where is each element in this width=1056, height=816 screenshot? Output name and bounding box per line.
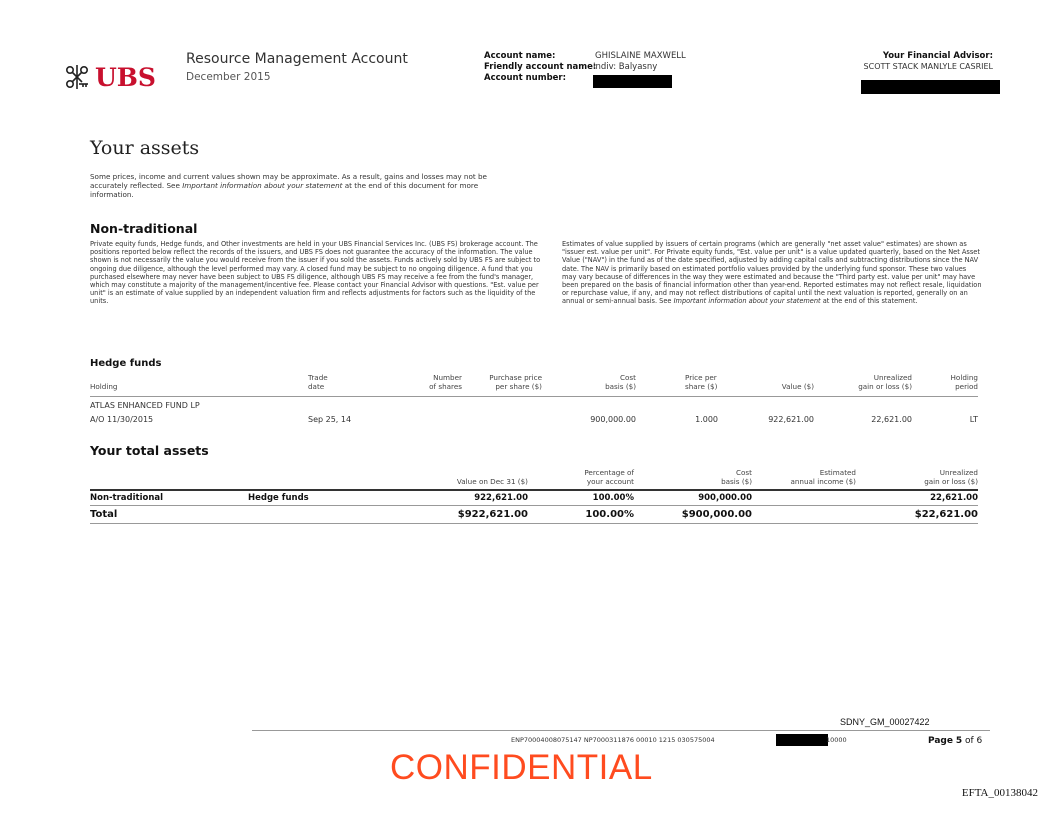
account-name-value: GHISLAINE MAXWELL xyxy=(595,51,686,61)
holding-price-per-share: 1.000 xyxy=(695,415,718,424)
holding-unrealized: 22,621.00 xyxy=(871,415,912,424)
footer-document-code: ENP70004008075147 NP7000311876 00010 1215 030575004 xyxy=(511,736,715,744)
page-indicator: Page 5 of 6 xyxy=(928,736,983,746)
account-name-label: Account name: xyxy=(484,51,556,61)
col-unrealized: Unrealized gain or loss ($) xyxy=(858,373,912,391)
redaction-account-number xyxy=(593,75,672,88)
col-total-cost: Cost basis ($) xyxy=(721,468,752,486)
assets-intro: Some prices, income and current values shown may be approximate. As a result, gains and losses may not be accurately reflected. See Important information about your statement at the end of this document for more information. xyxy=(90,172,487,200)
account-number-label: Account number: xyxy=(484,73,567,83)
bates-number: SDNY_GM_00027422 xyxy=(840,717,930,727)
col-holding: Holding xyxy=(90,382,118,391)
col-holding-period: Holding period xyxy=(950,373,978,391)
holding-cost-basis: 900,000.00 xyxy=(590,415,636,424)
advisor-label: Your Financial Advisor: xyxy=(882,51,993,61)
total-row-rule xyxy=(90,505,978,506)
holding-period: LT xyxy=(969,415,978,424)
grand-total-cost: $900,000.00 xyxy=(681,509,752,520)
grand-total-unrealized: $22,621.00 xyxy=(914,509,978,520)
holding-value: 922,621.00 xyxy=(768,415,814,424)
holding-trade-date: Sep 25, 14 xyxy=(308,415,352,424)
statement-date: December 2015 xyxy=(186,71,271,83)
holding-as-of: A/O 11/30/2015 xyxy=(90,415,154,424)
nontraditional-paragraph-left: Private equity funds, Hedge funds, and Other investments are held in your UBS Financial Services Inc. (UBS FS) brokerage account. The positions reported below reflect the records of the issuers, and UBS FS does not guarantee the accuracy of the information. The value shown is not necessarily the value you would receive from the issuer if you sold the assets. Funds actively sold by UBS FS are subject to ongoing due diligence, although the level performed may vary. A closed fund may be subject to no ongoing diligence. A fund that you purchased elsewhere may never have been subject to UBS FS diligence, although UBS FS may receive a fee from the fund's manager, which may constitute a majority of the management/incentive fee. Please contact your Financial Advisor with questions. "Est. value per unit" is an estimate of value supplied by an independent valuation firm and reflects adjustments for factors such as the liquidity of the units. xyxy=(90,240,541,306)
total-assets-heading: Your total assets xyxy=(90,443,209,458)
nontraditional-heading: Non-traditional xyxy=(90,221,198,236)
redaction-footer xyxy=(776,734,828,746)
grand-total-value: $922,621.00 xyxy=(457,509,528,520)
document-title: Resource Management Account xyxy=(186,51,408,67)
brand-name: UBS xyxy=(95,62,156,92)
account-values xyxy=(595,51,686,73)
col-purchase-price: Purchase price per share ($) xyxy=(489,373,542,391)
footer-rule xyxy=(252,730,990,731)
redaction-advisor xyxy=(861,80,1000,94)
advisor-name: SCOTT STACK MANLYLE CASRIEL xyxy=(863,62,993,71)
grand-total-percentage: 100.00% xyxy=(585,509,634,520)
total-row-value: 922,621.00 xyxy=(474,493,528,503)
col-trade-date: Trade date xyxy=(308,373,328,391)
hedge-funds-heading: Hedge funds xyxy=(90,358,162,369)
friendly-name-value: Indiv: Balyasny xyxy=(593,62,658,72)
col-number-of-shares: Number of shares xyxy=(429,373,462,391)
total-row-category: Non-traditional xyxy=(90,493,164,503)
grand-total-label: Total xyxy=(90,509,118,520)
confidential-stamp: CONFIDENTIAL xyxy=(390,748,653,787)
holding-name: ATLAS ENHANCED FUND LP xyxy=(90,401,200,410)
hedge-header-rule xyxy=(90,396,978,397)
col-total-percentage: Percentage of your account xyxy=(584,468,634,486)
total-row-subcategory: Hedge funds xyxy=(248,493,309,503)
col-total-unrealized: Unrealized gain or loss ($) xyxy=(924,468,978,486)
assets-heading: Your assets xyxy=(90,137,200,159)
col-total-income: Estimated annual income ($) xyxy=(790,468,856,486)
efta-number: EFTA_00138042 xyxy=(961,787,1038,799)
col-total-value: Value on Dec 31 ($) xyxy=(456,477,528,486)
account-labels xyxy=(484,51,596,84)
nontraditional-paragraph-right: Estimates of value supplied by issuers of certain programs (which are generally "net asset value" estimates) are shown as "issuer est. value per unit". For Private equity funds, "Est. value per unit" is a value updated quarterly, based on the Net Asset Value ("NAV") in the fund as of the date specified, adjusted by adding capital calls and subtracting distributions since the NAV date. The NAV is primarily based on estimated portfolio values provided by the underlying fund sponsor. These two values may vary because of differences in the way they were estimated and because the "Third party est. value per unit" may have been prepared on the basis of financial information other than year-end. Reported estimates may not reflect resale, liquidation or repurchase value, if any, and may not reflect distributions of capital until the next valuation is reported, generally on an annual or semi-annual basis. See Important information about your statement at the end of this statement. xyxy=(562,240,982,306)
total-row-cost: 900,000.00 xyxy=(698,493,752,503)
ubs-logo xyxy=(62,62,156,92)
grand-total-rule xyxy=(90,523,978,524)
total-row-percentage: 100.00% xyxy=(592,493,634,503)
col-price-per-share: Price per share ($) xyxy=(685,373,718,391)
ubs-keys-icon xyxy=(62,62,92,92)
total-header-rule xyxy=(90,489,978,491)
col-cost-basis: Cost basis ($) xyxy=(605,373,636,391)
total-row-unrealized: 22,621.00 xyxy=(930,493,978,503)
friendly-name-label: Friendly account name: xyxy=(484,62,597,72)
footer-document-code-suffix: 10000 xyxy=(826,736,847,744)
col-value: Value ($) xyxy=(781,382,814,391)
